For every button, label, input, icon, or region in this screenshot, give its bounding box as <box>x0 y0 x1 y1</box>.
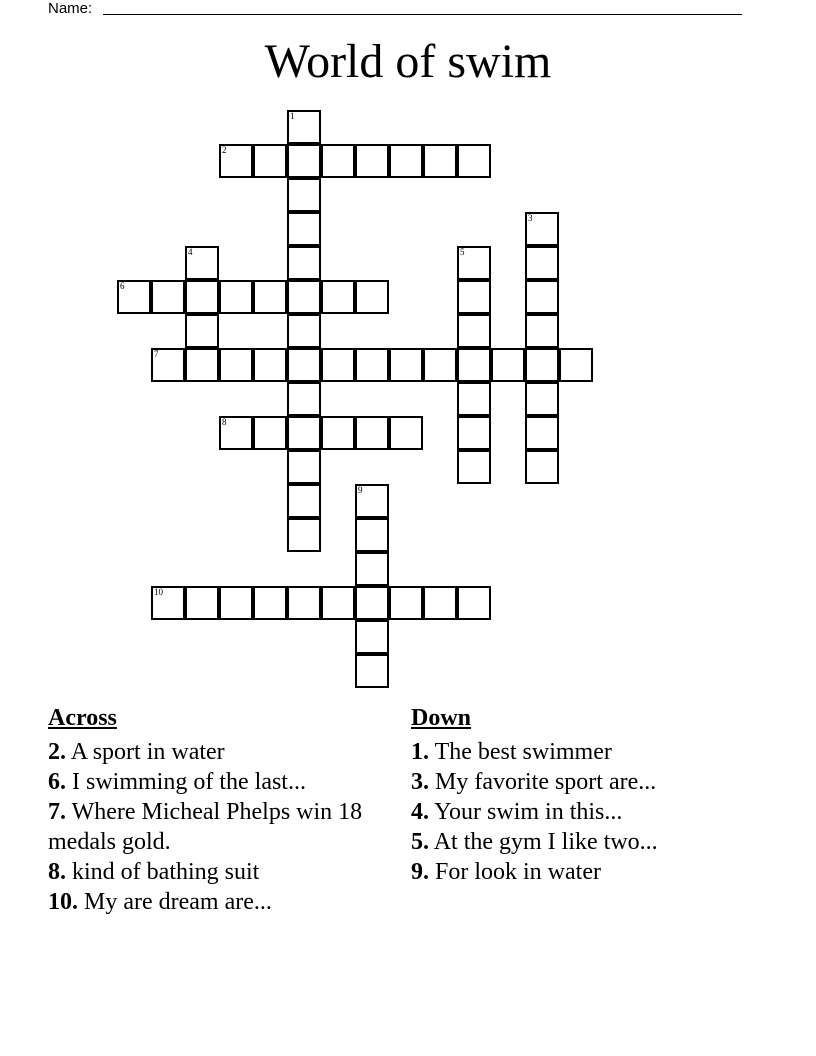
clue-number: 9. <box>411 859 429 885</box>
crossword-cell[interactable] <box>423 144 457 178</box>
crossword-cell[interactable] <box>287 212 321 246</box>
crossword-cell[interactable] <box>389 586 423 620</box>
name-label: Name: <box>48 0 93 17</box>
clue-number-label: 6 <box>120 281 125 291</box>
clue-text: Where Micheal Phelps win 18 medals gold. <box>48 799 363 855</box>
crossword-cell[interactable] <box>525 416 559 450</box>
clue-down-5 <box>411 827 751 857</box>
crossword-cell[interactable] <box>151 586 185 620</box>
clue-down-3 <box>411 767 751 797</box>
clue-number: 5. <box>411 829 429 855</box>
crossword-cell[interactable] <box>321 586 355 620</box>
clue-number: 4. <box>411 799 429 825</box>
clue-across-7 <box>48 797 378 857</box>
clue-number-label: 3 <box>528 213 533 223</box>
clue-across-8 <box>48 857 378 887</box>
crossword-cell[interactable] <box>457 416 491 450</box>
crossword-cell[interactable] <box>185 314 219 348</box>
clue-number-label: 9 <box>358 485 363 495</box>
crossword-cell[interactable] <box>457 382 491 416</box>
crossword-cell[interactable] <box>151 348 185 382</box>
clue-number: 6. <box>48 769 66 795</box>
crossword-cell[interactable] <box>185 586 219 620</box>
clue-number-label: 4 <box>188 247 193 257</box>
crossword-cell[interactable] <box>321 416 355 450</box>
clue-down-9 <box>411 857 751 887</box>
crossword-cell[interactable] <box>219 586 253 620</box>
clue-text: kind of bathing suit <box>72 859 260 885</box>
clue-number: 10. <box>48 889 78 915</box>
crossword-cell[interactable] <box>457 144 491 178</box>
crossword-cell[interactable] <box>287 246 321 280</box>
crossword-cell[interactable] <box>321 348 355 382</box>
clue-across-10 <box>48 887 378 917</box>
clue-number: 2. <box>48 739 66 765</box>
crossword-cell[interactable] <box>355 654 389 688</box>
clue-text: I swimming of the last... <box>72 769 306 795</box>
crossword-cell[interactable] <box>525 246 559 280</box>
down-clues <box>411 703 751 887</box>
crossword-cell[interactable] <box>355 348 389 382</box>
crossword-cell[interactable] <box>287 178 321 212</box>
crossword-cell[interactable] <box>355 144 389 178</box>
crossword-cell[interactable] <box>287 586 321 620</box>
crossword-cell[interactable] <box>355 416 389 450</box>
clue-text: At the gym I like two... <box>433 829 658 855</box>
clue-text: Your swim in this... <box>434 799 623 825</box>
crossword-cell[interactable] <box>355 552 389 586</box>
clue-number-label: 7 <box>154 349 159 359</box>
crossword-cell[interactable] <box>457 280 491 314</box>
clue-number-label: 5 <box>460 247 465 257</box>
crossword-cell[interactable] <box>389 416 423 450</box>
clue-number: 8. <box>48 859 66 885</box>
across-heading: Across <box>48 705 117 731</box>
crossword-cell[interactable] <box>355 484 389 518</box>
crossword-cell[interactable] <box>253 144 287 178</box>
crossword-cell[interactable] <box>253 586 287 620</box>
crossword-cell[interactable] <box>525 348 559 382</box>
crossword-cell[interactable] <box>287 280 321 314</box>
crossword-cell[interactable] <box>253 348 287 382</box>
clue-down-1 <box>411 737 751 767</box>
crossword-cell[interactable] <box>457 348 491 382</box>
crossword-cell[interactable] <box>457 586 491 620</box>
crossword-cell[interactable] <box>491 348 525 382</box>
crossword-cell[interactable] <box>219 416 253 450</box>
clue-number-label: 8 <box>222 417 227 427</box>
crossword-cell[interactable] <box>389 348 423 382</box>
clue-text: The best swimmer <box>434 739 612 765</box>
crossword-cell[interactable] <box>355 280 389 314</box>
clue-down-4 <box>411 797 751 827</box>
crossword-cell[interactable] <box>423 348 457 382</box>
crossword-cell[interactable] <box>185 246 219 280</box>
crossword-cell[interactable] <box>389 144 423 178</box>
crossword-cell[interactable] <box>253 280 287 314</box>
clue-number-label: 10 <box>154 587 163 597</box>
crossword-cell[interactable] <box>525 450 559 484</box>
crossword-cell[interactable] <box>321 144 355 178</box>
crossword-cell[interactable] <box>355 586 389 620</box>
crossword-cell[interactable] <box>287 416 321 450</box>
crossword-cell[interactable] <box>423 586 457 620</box>
clue-text: My favorite sport are... <box>435 769 657 795</box>
crossword-cell[interactable] <box>321 280 355 314</box>
crossword-cell[interactable] <box>287 450 321 484</box>
crossword-cell[interactable] <box>219 348 253 382</box>
crossword-cell[interactable] <box>287 144 321 178</box>
clue-text: My are dream are... <box>84 889 272 915</box>
clue-number-label: 1 <box>290 111 295 121</box>
crossword-cell[interactable] <box>287 382 321 416</box>
puzzle-title: World of swim <box>264 35 552 88</box>
crossword-cell[interactable] <box>525 314 559 348</box>
crossword-cell[interactable] <box>219 144 253 178</box>
crossword-cell[interactable] <box>559 348 593 382</box>
crossword-cell[interactable] <box>355 620 389 654</box>
crossword-cell[interactable] <box>287 314 321 348</box>
crossword-cell[interactable] <box>457 450 491 484</box>
crossword-cell[interactable] <box>287 484 321 518</box>
down-heading: Down <box>411 705 472 731</box>
across-clues <box>48 703 378 917</box>
crossword-cell[interactable] <box>185 280 219 314</box>
crossword-cell[interactable] <box>151 280 185 314</box>
crossword-cell[interactable] <box>185 348 219 382</box>
crossword-cell[interactable] <box>525 280 559 314</box>
crossword-cell[interactable] <box>287 348 321 382</box>
crossword-cell[interactable] <box>287 518 321 552</box>
crossword-cell[interactable] <box>457 246 491 280</box>
clue-number: 3. <box>411 769 429 795</box>
clue-number: 7. <box>48 799 66 825</box>
crossword-cell[interactable] <box>355 518 389 552</box>
clue-across-2 <box>48 737 378 767</box>
clue-text: A sport in water <box>70 739 225 765</box>
clue-across-6 <box>48 767 378 797</box>
clue-number-label: 2 <box>222 145 227 155</box>
crossword-cell[interactable] <box>117 280 151 314</box>
crossword-cell[interactable] <box>525 212 559 246</box>
clue-text: For look in water <box>435 859 601 885</box>
crossword-cell[interactable] <box>287 110 321 144</box>
crossword-cell[interactable] <box>253 416 287 450</box>
crossword-cell[interactable] <box>219 280 253 314</box>
crossword-cell[interactable] <box>457 314 491 348</box>
clue-number: 1. <box>411 739 429 765</box>
crossword-cell[interactable] <box>525 382 559 416</box>
